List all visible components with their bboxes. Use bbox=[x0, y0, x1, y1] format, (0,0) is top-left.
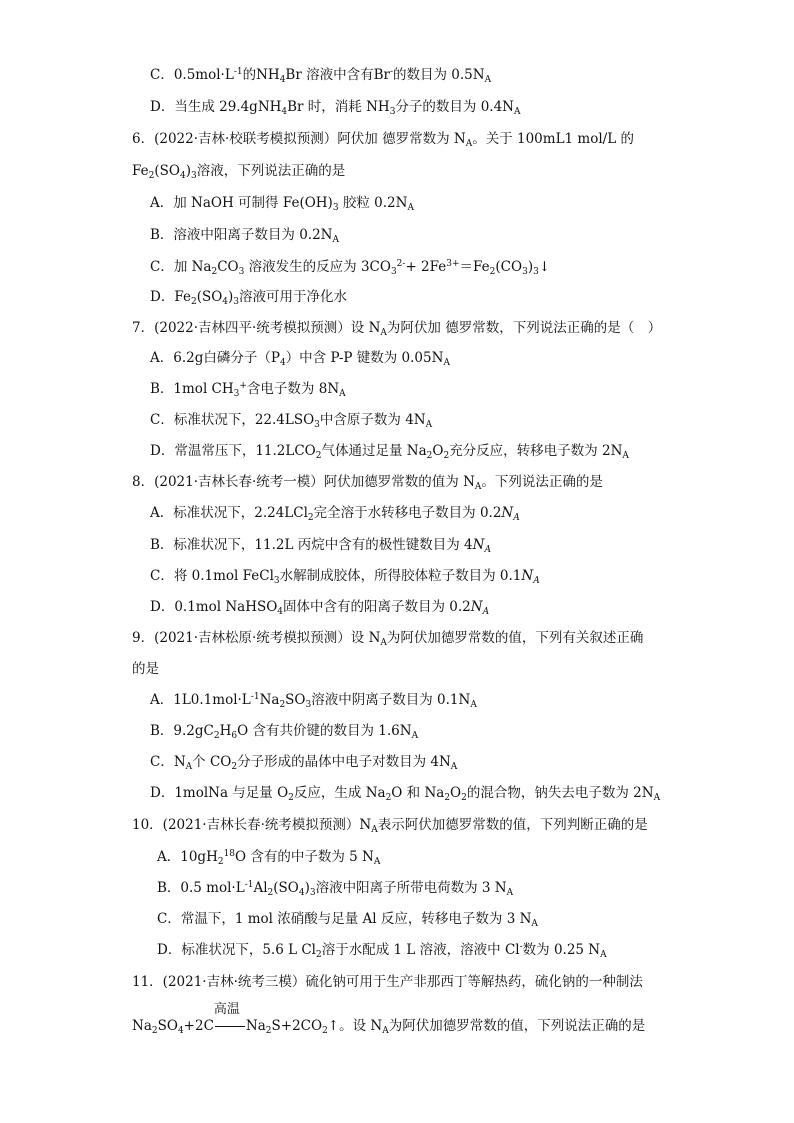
text-segment: Na bbox=[245, 1018, 266, 1034]
text-segment: -1 bbox=[233, 67, 243, 77]
q6-stem-line1 bbox=[132, 129, 634, 149]
q11-stem-line1 bbox=[132, 972, 643, 992]
text-segment: 2 bbox=[385, 793, 392, 803]
q10-option-b bbox=[157, 878, 513, 898]
text-segment: N bbox=[501, 505, 514, 521]
text-segment: A bbox=[506, 888, 514, 898]
text-segment: 3 bbox=[389, 107, 396, 117]
q7-option-d bbox=[150, 441, 629, 461]
text-segment: A bbox=[339, 389, 346, 399]
text-segment: SO bbox=[285, 692, 306, 708]
text-segment: 溶液可用于净化水 bbox=[239, 289, 348, 305]
text-segment: 胶粒 0.2N bbox=[338, 195, 408, 211]
q8-stem bbox=[132, 472, 603, 492]
text-segment: A bbox=[371, 825, 378, 835]
q8-option-c bbox=[150, 566, 540, 586]
text-segment: 完全溶于水转移电子数目为 0.2 bbox=[313, 505, 502, 521]
q9-option-a bbox=[150, 690, 477, 710]
text-segment: ) bbox=[228, 289, 234, 305]
text-segment: ）中含 P-P 键数为 0.05N bbox=[285, 350, 444, 366]
text-segment: 充分反应，转移电子数为 2N bbox=[449, 443, 623, 459]
text-segment: Na bbox=[259, 692, 280, 708]
q9-stem-line1 bbox=[132, 628, 643, 648]
text-segment: 3 bbox=[522, 267, 528, 277]
text-segment: (CO bbox=[495, 259, 523, 275]
text-segment: 数为 0.25 N bbox=[522, 942, 601, 958]
text-segment: (SO bbox=[154, 163, 180, 179]
text-segment: A bbox=[465, 139, 473, 149]
q10-option-d bbox=[157, 940, 607, 960]
text-segment: 。关于 100mL1 mol/L 的 bbox=[472, 131, 634, 147]
text-segment: 的数目为 0.5N bbox=[393, 67, 485, 83]
reaction-condition-label: 高温 bbox=[213, 1002, 240, 1017]
q6-stem-line2 bbox=[132, 161, 345, 181]
text-segment: 分子的数目为 0.4N bbox=[395, 99, 514, 115]
text-segment: B．标准状况下，11.2L 丙烷中含有的极性键数目为 4 bbox=[150, 537, 473, 553]
text-segment: 2 bbox=[211, 267, 218, 277]
text-segment: A bbox=[373, 857, 381, 867]
text-segment: A bbox=[514, 107, 521, 117]
q10-stem bbox=[132, 815, 648, 835]
text-segment: 6 bbox=[231, 731, 238, 741]
text-segment: ) bbox=[304, 880, 310, 896]
text-segment: A bbox=[185, 762, 193, 772]
text-segment: 4 bbox=[179, 171, 186, 181]
text-segment: A bbox=[513, 513, 520, 523]
text-segment: B．1mol CH bbox=[150, 381, 234, 397]
text-segment: A bbox=[474, 482, 482, 492]
text-segment: N bbox=[470, 599, 483, 615]
text-segment: A bbox=[380, 328, 387, 338]
text-segment: O 和 Na bbox=[391, 785, 445, 801]
text-segment: 4 bbox=[279, 75, 286, 85]
text-segment: Al bbox=[253, 880, 268, 896]
text-segment: 分子形成的晶体中电子对数目为 4N bbox=[237, 754, 451, 770]
q8-option-a bbox=[150, 503, 520, 523]
text-segment: 4 bbox=[298, 888, 305, 898]
text-segment: C．标准状况下，22.4LSO bbox=[150, 412, 315, 428]
text-segment: A bbox=[382, 1026, 389, 1036]
text-segment: 8．(2021·吉林长春·统考一模）阿伏加德罗常数的值为 N bbox=[132, 474, 475, 490]
q7-option-b bbox=[150, 379, 346, 399]
text-segment: 固体中含有的阳离子数目为 0.2 bbox=[283, 599, 471, 615]
text-segment: 2 bbox=[190, 297, 197, 307]
text-segment: 2 bbox=[443, 451, 450, 461]
q5-option-c bbox=[150, 65, 491, 85]
text-segment: 7．(2022·吉林四平·统考模拟预测）设 N bbox=[132, 320, 381, 336]
text-segment: D．Fe bbox=[150, 289, 191, 305]
text-segment: 2 bbox=[279, 700, 286, 710]
text-segment: Na bbox=[132, 1018, 152, 1034]
text-segment: 溶液中阴离子数目为 0.1N bbox=[311, 692, 471, 708]
text-segment: A bbox=[407, 203, 414, 213]
text-segment: 2 bbox=[322, 1026, 328, 1036]
text-segment: 2 bbox=[307, 513, 314, 523]
q8-option-d bbox=[150, 597, 489, 617]
text-segment: 3+ bbox=[446, 259, 460, 269]
text-segment: D．常温常压下，11.2LCO bbox=[150, 443, 316, 459]
text-segment: D．当生成 29.4gNH bbox=[150, 99, 282, 115]
text-segment: SO bbox=[157, 1018, 178, 1034]
text-segment: 。下列说法正确的是 bbox=[481, 474, 603, 490]
text-segment: 4 bbox=[177, 1026, 184, 1036]
text-segment: 反应，生成 Na bbox=[293, 785, 386, 801]
text-segment: + 2Fe bbox=[405, 259, 447, 275]
text-segment: 4 bbox=[281, 107, 288, 117]
q6-option-b bbox=[150, 225, 339, 245]
text-segment: 为阿伏加德罗常数的值，下列有关叙述正确 bbox=[386, 630, 644, 646]
text-segment: 3 bbox=[190, 171, 197, 181]
text-segment: O 含有共价键的数目为 1.6N bbox=[237, 723, 412, 739]
text-segment: 中含原子数为 4N bbox=[319, 412, 426, 428]
q6-option-a bbox=[150, 193, 414, 213]
text-segment: C．将 0.1mol FeCl bbox=[150, 568, 274, 584]
q8-option-b bbox=[150, 535, 491, 555]
text-segment: A bbox=[600, 950, 607, 960]
text-segment: +2C bbox=[183, 1018, 214, 1034]
text-segment: 个 CO bbox=[192, 754, 232, 770]
text-segment: A．10gH bbox=[157, 849, 218, 865]
q7-option-c bbox=[150, 410, 432, 430]
text-segment: A bbox=[332, 235, 339, 245]
text-segment: 含电子数为 8N bbox=[246, 381, 340, 397]
text-segment: 3 bbox=[314, 420, 320, 430]
text-segment: N bbox=[472, 537, 485, 553]
text-segment: A bbox=[484, 545, 491, 555]
q9-option-d bbox=[150, 783, 660, 803]
text-segment: B．0.5 mol·L bbox=[157, 880, 245, 896]
text-segment: 2 bbox=[315, 451, 322, 461]
text-segment: 2 bbox=[461, 793, 467, 803]
text-segment: 18 bbox=[223, 849, 236, 859]
text-segment: 6．(2022·吉林·校联考模拟预测）阿伏加 德罗常数为 N bbox=[132, 131, 466, 147]
text-segment: 3 bbox=[305, 700, 312, 710]
text-segment: C．0.5mol·L bbox=[150, 67, 234, 83]
text-segment: 3 bbox=[233, 389, 240, 399]
text-segment: 溶液发生的反应为 3CO bbox=[244, 259, 391, 275]
text-segment: 2 bbox=[426, 451, 433, 461]
text-segment: -1 bbox=[244, 880, 254, 890]
text-segment: Br 溶液中含有Br bbox=[285, 67, 390, 83]
q9-option-b bbox=[150, 721, 418, 741]
text-segment: 2 bbox=[231, 762, 238, 772]
reaction-arrow-bar bbox=[215, 1026, 245, 1027]
text-segment: 的混合物，钠失去电子数为 2N bbox=[466, 785, 654, 801]
text-segment: 3 bbox=[390, 267, 397, 277]
text-segment: 2 bbox=[489, 267, 496, 277]
text-segment: 2 bbox=[151, 1026, 158, 1036]
text-segment: 为阿伏加 德罗常数，下列说法正确的是（ ） bbox=[386, 320, 662, 336]
text-segment: 溶液中阳离子所带电荷数为 3 N bbox=[315, 880, 507, 896]
text-segment: D．1molNa 与足量 O bbox=[150, 785, 289, 801]
text-segment: ＝Fe bbox=[459, 259, 490, 275]
text-segment: A bbox=[443, 358, 450, 368]
q11-equation-line bbox=[132, 1002, 646, 1036]
text-segment: 2 bbox=[316, 950, 322, 960]
text-segment: 的是 bbox=[132, 661, 159, 677]
text-segment: + bbox=[239, 381, 247, 391]
text-segment: C．N bbox=[150, 754, 186, 770]
text-segment: 3 bbox=[309, 888, 316, 898]
text-segment: A bbox=[531, 919, 538, 929]
text-segment: 2 bbox=[217, 857, 224, 867]
text-segment: 溶液，下列说法正确的是 bbox=[196, 163, 346, 179]
text-segment: A．6.2g白磷分子（P bbox=[150, 350, 280, 366]
text-segment: A．1L0.1mol·L bbox=[150, 692, 251, 708]
text-segment: - bbox=[519, 942, 523, 952]
text-segment: 2 bbox=[213, 731, 220, 741]
text-segment: 11．(2021·吉林·统考三模）硫化钠可用于生产非那西丁等解热药，硫化钠的一种制法 bbox=[132, 974, 643, 990]
text-segment: Fe bbox=[132, 163, 149, 179]
q7-stem bbox=[132, 318, 661, 338]
text-segment: 9．(2021·吉林松原·统考模拟预测）设 N bbox=[132, 630, 381, 646]
text-segment: ) bbox=[527, 259, 534, 275]
text-segment: 2 bbox=[265, 1026, 272, 1036]
q9-stem-line2 bbox=[132, 659, 159, 679]
text-segment: CO bbox=[217, 259, 239, 275]
text-segment: O bbox=[450, 785, 462, 801]
text-segment: A bbox=[484, 75, 492, 85]
text-segment: 10．(2021·吉林长春·统考模拟预测）N bbox=[132, 817, 372, 833]
text-segment: H bbox=[219, 723, 232, 739]
text-segment: A bbox=[470, 700, 477, 710]
q10-option-a bbox=[157, 847, 380, 867]
text-segment: 4 bbox=[279, 358, 286, 368]
text-segment: 气体通过足量 Na bbox=[321, 443, 427, 459]
text-segment: O bbox=[432, 443, 444, 459]
text-segment: D．0.1mol NaHSO bbox=[150, 599, 278, 615]
text-segment: A．加 NaOH 可制得 Fe(OH) bbox=[150, 195, 333, 211]
text-segment: A bbox=[425, 420, 433, 430]
q5-option-d bbox=[150, 97, 521, 117]
text-segment: -1 bbox=[250, 692, 260, 702]
q6-option-c bbox=[150, 257, 550, 277]
text-segment: A bbox=[450, 762, 458, 772]
text-segment: ↑。设 N bbox=[327, 1018, 383, 1034]
text-segment: 4 bbox=[222, 297, 229, 307]
text-segment: A bbox=[411, 731, 419, 741]
text-segment: D．标准状况下，5.6 L Cl bbox=[157, 942, 316, 958]
text-segment: 2 bbox=[267, 888, 274, 898]
text-segment: 3 bbox=[233, 297, 240, 307]
text-segment: A bbox=[653, 793, 661, 803]
text-segment: A bbox=[482, 607, 490, 617]
text-segment: 2 bbox=[148, 171, 155, 181]
text-segment: C．加 Na bbox=[150, 259, 212, 275]
text-segment: ↓ bbox=[538, 259, 551, 275]
text-segment: 2- bbox=[396, 259, 406, 269]
reaction-condition bbox=[213, 1002, 246, 1036]
text-segment: 3 bbox=[238, 267, 245, 277]
text-segment: 表示阿伏加德罗常数的值，下列判断正确的是 bbox=[377, 817, 648, 833]
text-segment: A bbox=[533, 576, 540, 586]
text-segment: C．常温下，1 mol 浓硝酸与足量 Al 反应，转移电子数为 3 N bbox=[157, 911, 532, 927]
text-segment: Br 时，消耗 NH bbox=[287, 99, 390, 115]
text-segment: N bbox=[521, 568, 534, 584]
text-segment: A bbox=[380, 638, 387, 648]
text-segment: 为阿伏加德罗常数的值，下列说法正确的是 bbox=[388, 1018, 646, 1034]
text-segment: B．溶液中阳离子数目为 0.2N bbox=[150, 227, 333, 243]
text-segment: 3 bbox=[273, 576, 280, 586]
q9-option-c bbox=[150, 752, 457, 772]
q6-option-d bbox=[150, 287, 347, 307]
text-segment: A bbox=[622, 451, 629, 461]
q10-option-c bbox=[157, 909, 538, 929]
text-segment: 2 bbox=[288, 793, 294, 803]
text-segment: 2 bbox=[444, 793, 451, 803]
q7-option-a bbox=[150, 348, 450, 368]
text-segment: S+2CO bbox=[271, 1018, 323, 1034]
text-segment: 溶于水配成 1 L 溶液，溶液中 Cl bbox=[321, 942, 520, 958]
text-segment: A．标准状况下，2.24LCl bbox=[150, 505, 308, 521]
text-segment: 4 bbox=[277, 607, 284, 617]
text-segment: 3 bbox=[332, 203, 339, 213]
text-segment: ) bbox=[185, 163, 191, 179]
text-segment: 水解制成胶体，所得胶体粒子数目为 0.1 bbox=[279, 568, 522, 584]
text-segment: O 含有的中子数为 5 N bbox=[235, 849, 374, 865]
text-segment: - bbox=[389, 67, 394, 77]
text-segment: (SO bbox=[196, 289, 223, 305]
text-segment: 的NH bbox=[242, 67, 280, 83]
text-segment: 3 bbox=[533, 267, 539, 277]
text-segment: B．9.2gC bbox=[150, 723, 214, 739]
text-segment: (SO bbox=[273, 880, 299, 896]
